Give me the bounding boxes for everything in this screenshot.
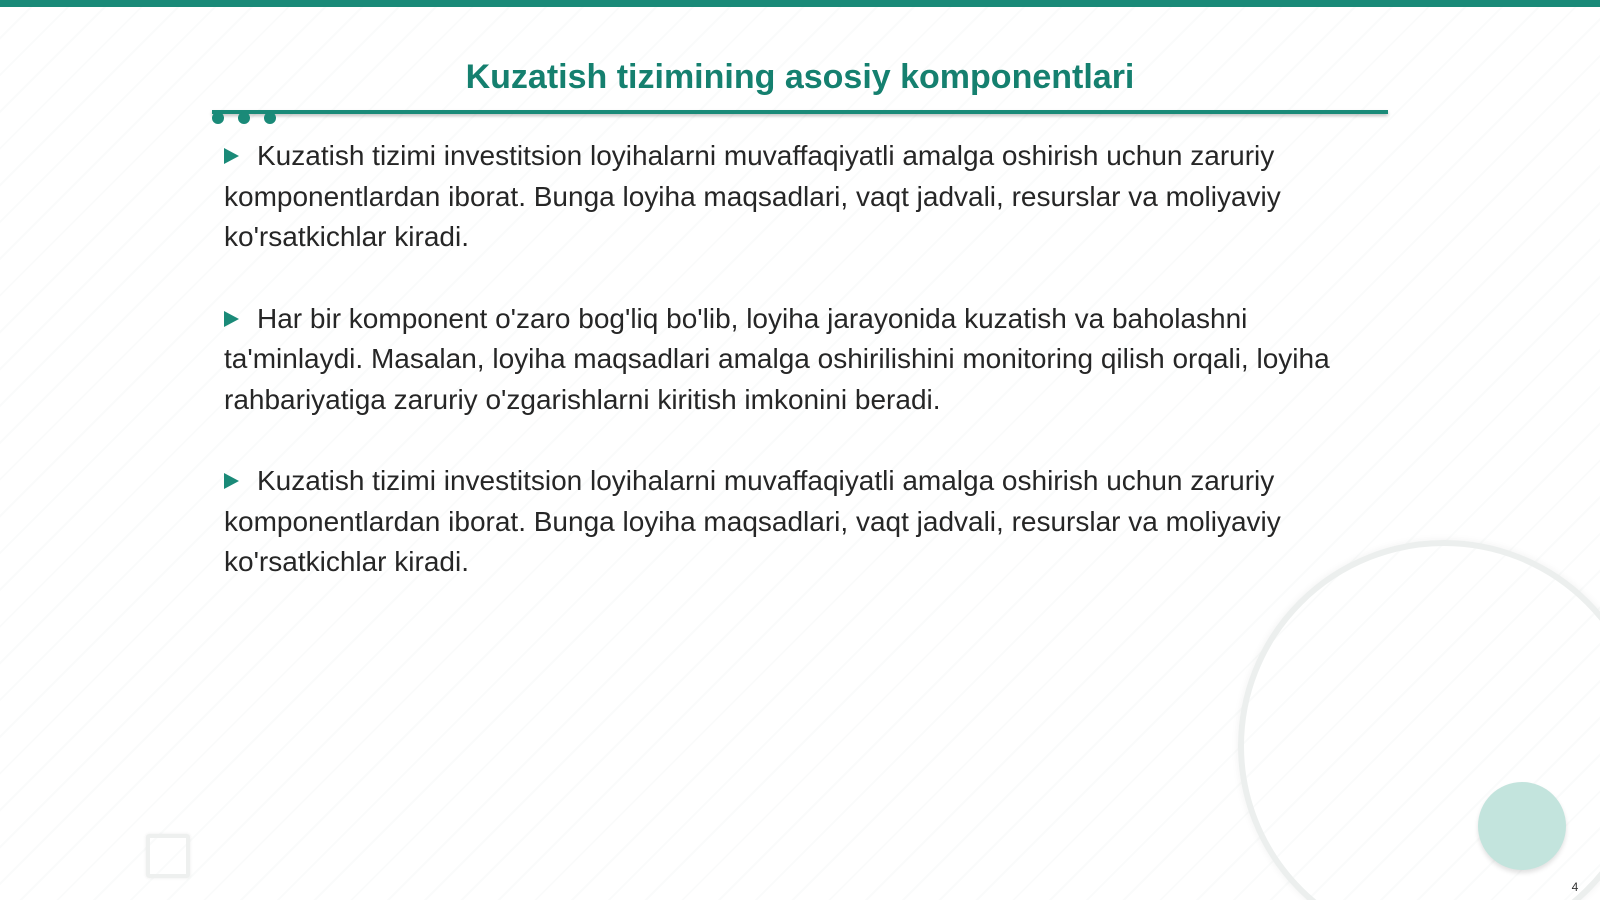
triangle-right-icon (224, 473, 239, 489)
top-accent-bar (0, 0, 1600, 7)
underline-dot (238, 112, 250, 124)
slide-body (224, 136, 1388, 624)
triangle-right-icon (224, 311, 239, 327)
decorative-teal-circle (1478, 782, 1566, 870)
bullet-paragraph (224, 461, 1388, 583)
underline-dot (212, 112, 224, 124)
decorative-square (146, 834, 190, 878)
bullet-paragraph-text: Har bir komponent o'zaro bog'liq bo'lib, loyiha jarayonida kuzatish va baholashni ta'minlaydi. Masalan, loyiha maqsadlari amalga oshirilishini monitoring qilish orqali, loyiha rahbariyatiga zaruriy o'zgarishlarni kiritish imkonini beradi. (224, 302, 1330, 415)
bullet-paragraph (224, 299, 1388, 421)
bullet-paragraph-text: Kuzatish tizimi investitsion loyihalarni muvaffaqiyatli amalga oshirish uchun zaruriy komponentlardan iborat. Bunga loyiha maqsadlari, vaqt jadvali, resurslar va moliyaviy ko'rsatkichlar kiradi. (224, 465, 1281, 577)
title-underline (212, 110, 1388, 114)
bullet-paragraph-text: Kuzatish tizimi investitsion loyihalarni muvaffaqiyatli amalga oshirish uchun zaruriy komponentlardan iborat. Bunga loyiha maqsadlari, vaqt jadvali, resurslar va moliyaviy ko'rsatkichlar kiradi. (224, 140, 1281, 252)
triangle-right-icon (224, 148, 239, 164)
slide-title: Kuzatish tizimining asosiy komponentlari (465, 58, 1135, 96)
bullet-paragraph (224, 136, 1388, 258)
page-number: 4 (1571, 880, 1579, 894)
underline-dot (264, 112, 276, 124)
